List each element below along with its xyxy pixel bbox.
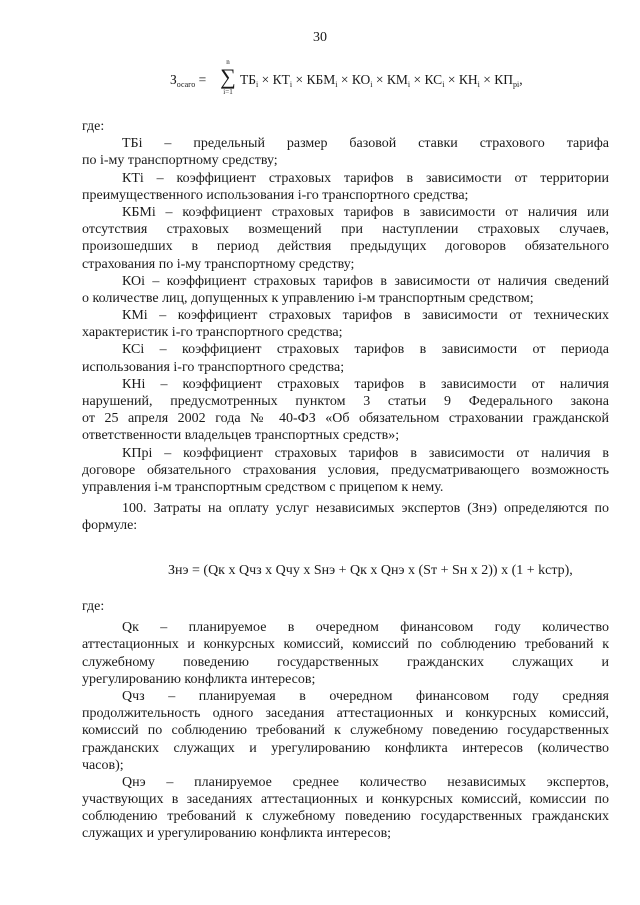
text-line: участвующих в заседаниях аттестационных и конкурсных комиссий, комиссии по <box>82 792 609 808</box>
text-line: ТБі – предельный размер базовой ставки страхового тарифа <box>122 136 609 152</box>
text-line: КНі – коэффициент страховых тарифов в зависимости от наличия <box>122 376 609 392</box>
text-line: КМі – коэффициент страховых тарифов в зависимости от технических <box>122 308 609 324</box>
formula-term: $КМ_i$ <box>386 72 411 89</box>
formula-term: $КТ_i$ <box>272 72 293 89</box>
text-line: КПрі – коэффициент страховых тарифов в зависимости от наличия в <box>122 445 609 461</box>
text-line: КСі – коэффициент страховых тарифов в зависимости от периода <box>122 342 609 358</box>
formula-term: $КБМ_i$ <box>306 72 338 89</box>
text-line: нарушений, предусмотренных пунктом 3 статьи 9 Федерального закона <box>82 394 609 409</box>
text-line: ответственности владельцев транспортных средств»; <box>82 428 400 444</box>
text-line: Qк – планируемое в очередном финансовом году количество <box>122 620 609 636</box>
text-line: договоре обязательного страхования условия, предусматривающего возможность <box>82 462 609 478</box>
text-line: формуле: <box>82 518 138 534</box>
formula-lhs: $З_{осаго}$ = <box>170 72 207 89</box>
text-line: КБМі – коэффициент страховых тарифов в зависимости от наличия или <box>122 204 609 220</box>
text-line: где: <box>82 599 105 614</box>
text-line: служебному поведению государственных гражданских служащих и <box>82 654 609 670</box>
text-line: использования i-го транспортного средства; <box>82 359 345 375</box>
text-line: управления i-м транспортным средством с прицепом к нему. <box>82 479 444 495</box>
text-line: от 25 апреля 2002 года № 40-ФЗ «Об обязательном страховании гражданской <box>82 411 609 427</box>
formula-experts: Знэ = (Qк x Qчз x Qчу x Sнэ + Qк x Qнэ x (Sт + Sн x 2)) x (1 + kстр), <box>168 563 573 578</box>
text-line: где: <box>82 119 105 134</box>
formula-term: $КС_i$ <box>424 72 445 89</box>
text-line: 100. Затраты на оплату услуг независимых экспертов (Знэ) определяются по <box>122 501 609 517</box>
formula-term: $КН_i$ <box>458 72 480 89</box>
text-line: аттестационных и конкурсных комиссий, комиссий по соблюдению требований к <box>82 637 609 653</box>
text-line: Qчз – планируемая в очередном финансовом году средняя <box>122 688 609 704</box>
text-line: отсутствия страховых возмещений при наступлении страховых случаев, <box>82 222 609 238</box>
sum-symbol: n ∑ i=1 <box>220 58 236 96</box>
formula-rhs: $ТБ_i \times КТ_i \times КБМ_i \times КО_i \times КМ_i \times КС_i \times КН_i \times КП_{рi}$, <box>240 72 523 89</box>
formula-term: $КП_{рi}$ <box>494 72 520 89</box>
text-line: Qнэ – планируемое среднее количество независимых экспертов, <box>122 774 609 790</box>
text-line: страхования по i-му транспортному средству; <box>82 256 355 272</box>
text-line: часов); <box>82 757 124 773</box>
definitions-block-2 <box>82 598 609 843</box>
page-number: 30 <box>313 30 327 45</box>
formula-term: $КО_i$ <box>351 72 373 89</box>
text-line: служащих и урегулированию конфликта интересов; <box>82 826 392 842</box>
text-line: по i-му транспортному средству; <box>82 153 278 169</box>
definitions-block <box>82 118 609 535</box>
text-line: урегулированию конфликта интересов; <box>82 671 316 687</box>
text-line: продолжительность одного заседания аттестационных и конкурсных комиссий, <box>82 706 609 722</box>
text-line: о количестве лиц, допущенных к управлению i-м транспортным средством; <box>82 290 534 306</box>
text-line: характеристик i-го транспортного средства; <box>82 325 343 341</box>
text-line: КТі – коэффициент страховых тарифов в зависимости от территории <box>122 170 609 186</box>
text-line: соблюдению требований к служебному поведению государственных гражданских <box>82 809 609 825</box>
formula-term: $ТБ_i$ <box>240 72 259 89</box>
text-line: гражданских служащих и урегулированию конфликта интересов (количество <box>82 740 609 756</box>
text-line: КОі – коэффициент страховых тарифов в зависимости от наличия сведений <box>122 273 609 289</box>
text-line: произошедших в период действия предыдущих договоров обязательного <box>82 239 609 255</box>
text-line: комиссий по соблюдению требований к служебному поведению государственных <box>82 723 609 739</box>
text-line: преимущественного использования i-го транспортного средства; <box>82 187 469 203</box>
